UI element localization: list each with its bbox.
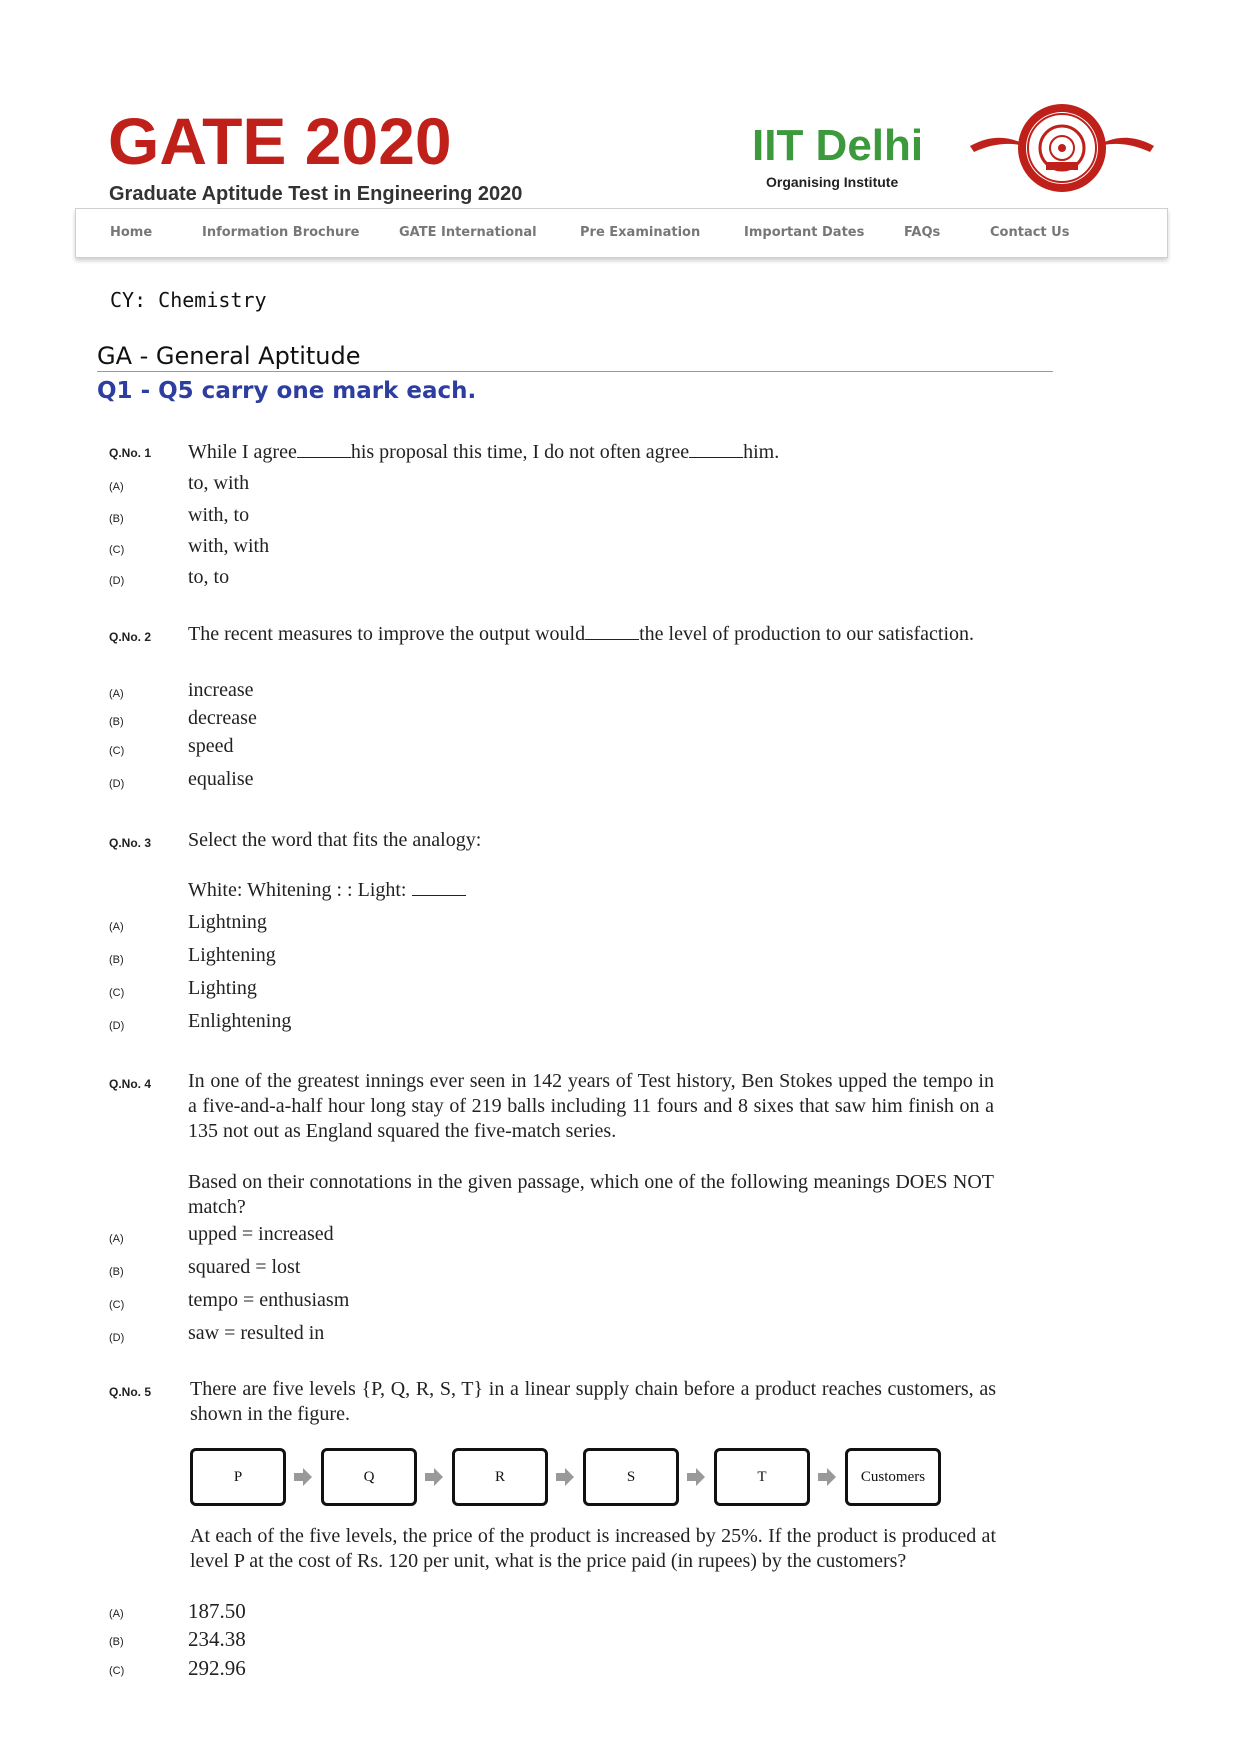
option-label: (B) — [109, 1636, 124, 1648]
answer-blank — [297, 440, 351, 458]
option-text: with, to — [188, 504, 250, 526]
option-text: 234.38 — [188, 1627, 246, 1651]
option-text: to, with — [188, 472, 250, 494]
option-label: (A) — [109, 1233, 124, 1245]
option-label: (B) — [109, 954, 124, 966]
nav-contact-us[interactable]: Contact Us — [990, 225, 1070, 240]
flow-box: Customers — [845, 1448, 941, 1506]
question-text: There are five levels {P, Q, R, S, T} in a linear supply chain before a product reaches customers, as shown in the figure. — [190, 1378, 996, 1425]
question-number: Q.No. 4 — [109, 1077, 152, 1091]
subject-heading: CY: Chemistry — [110, 288, 267, 312]
option-text: Lightening — [188, 944, 276, 966]
institute-name: IIT Delhi — [752, 121, 924, 170]
question-number: Q.No. 1 — [109, 446, 152, 460]
answer-blank — [412, 878, 466, 896]
iit-delhi-logo — [966, 102, 1158, 198]
nav-faqs[interactable]: FAQs — [904, 225, 941, 240]
option-label: (C) — [109, 1299, 125, 1311]
option-text: saw = resulted in — [188, 1322, 325, 1344]
nav-gate-international[interactable]: GATE International — [399, 225, 537, 240]
flow-box: P — [190, 1448, 286, 1506]
answer-blank — [585, 622, 639, 640]
answer-blank — [689, 440, 743, 458]
flow-arrow-icon — [686, 1467, 706, 1487]
option-label: (A) — [109, 921, 124, 933]
option-label: (C) — [109, 745, 125, 757]
option-label: (B) — [109, 1266, 124, 1278]
nav-important-dates[interactable]: Important Dates — [744, 225, 865, 240]
question-prompt: Based on their connotations in the given passage, which one of the following meanings DOES NOT match? — [188, 1171, 994, 1218]
option-text: with, with — [188, 535, 270, 557]
option-label: (B) — [109, 716, 124, 728]
option-label: (D) — [109, 778, 125, 790]
option-text: tempo = enthusiasm — [188, 1289, 350, 1311]
option-label: (A) — [109, 688, 124, 700]
option-label: (A) — [109, 481, 124, 493]
question-text: The recent measures to improve the output would the level of production to our satisfaction. — [188, 623, 975, 645]
option-label: (D) — [109, 1020, 125, 1032]
option-label: (D) — [109, 575, 125, 587]
main-nav — [75, 208, 1168, 258]
option-text: decrease — [188, 707, 257, 729]
nav-home[interactable]: Home — [110, 225, 153, 240]
flow-arrow-icon — [817, 1467, 837, 1487]
exam-title: GATE 2020 — [108, 104, 452, 178]
option-text: upped = increased — [188, 1223, 334, 1245]
option-text: 187.50 — [188, 1599, 246, 1623]
question-passage: In one of the greatest innings ever seen in 142 years of Test history, Ben Stokes upped the tempo in a five-and-a-half hour long stay of 219 balls including 11 fours and 8 sixes that saw him finish on a 135 not out as England squared the five-match series. — [188, 1070, 994, 1142]
option-text: speed — [188, 735, 234, 757]
flow-arrow-icon — [555, 1467, 575, 1487]
exam-subtitle: Graduate Aptitude Test in Engineering 2020 — [109, 183, 523, 205]
supply-chain-figure — [190, 1448, 950, 1508]
question-text: Select the word that fits the analogy: — [188, 829, 482, 851]
flow-arrow-icon — [293, 1467, 313, 1487]
nav-pre-examination[interactable]: Pre Examination — [580, 225, 701, 240]
question-number: Q.No. 2 — [109, 630, 152, 644]
option-text: Lightning — [188, 911, 267, 933]
option-label: (A) — [109, 1608, 124, 1620]
option-text: equalise — [188, 768, 254, 790]
question-text: While I agree his proposal this time, I do not often agree him. — [188, 441, 780, 463]
option-text: squared = lost — [188, 1256, 301, 1278]
question-followup: At each of the five levels, the price of the product is increased by 25%. If the product is produced at level P at the cost of Rs. 120 per unit, what is the price paid (in rupees) by the customers? — [190, 1525, 996, 1572]
option-label: (C) — [109, 987, 125, 999]
option-text: Lighting — [188, 977, 257, 999]
section-heading: GA - General Aptitude — [97, 342, 361, 370]
institute-role: Organising Institute — [766, 174, 899, 190]
flow-box: S — [583, 1448, 679, 1506]
option-text: increase — [188, 679, 254, 701]
option-label: (C) — [109, 544, 125, 556]
option-text: Enlightening — [188, 1010, 292, 1032]
option-label: (C) — [109, 1665, 125, 1677]
section-divider — [97, 371, 1053, 372]
option-text: 292.96 — [188, 1656, 246, 1680]
flow-arrow-icon — [424, 1467, 444, 1487]
marks-note: Q1 - Q5 carry one mark each. — [97, 378, 477, 404]
nav-information-brochure[interactable]: Information Brochure — [202, 225, 360, 240]
question-number: Q.No. 5 — [109, 1385, 152, 1399]
option-label: (D) — [109, 1332, 125, 1344]
question-number: Q.No. 3 — [109, 836, 152, 850]
flow-box: R — [452, 1448, 548, 1506]
flow-box: Q — [321, 1448, 417, 1506]
flow-box: T — [714, 1448, 810, 1506]
option-label: (B) — [109, 513, 124, 525]
analogy-text: White: Whitening : : Light: — [188, 878, 466, 902]
option-text: to, to — [188, 566, 230, 588]
